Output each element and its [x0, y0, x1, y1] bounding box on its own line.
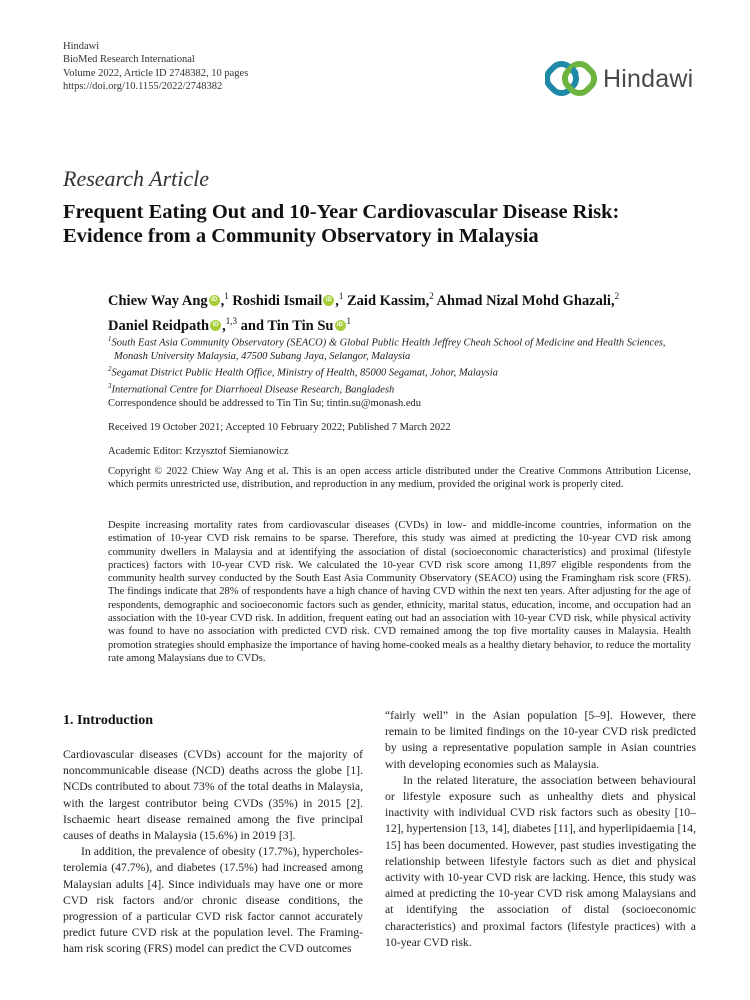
article-type: Research Article	[63, 166, 210, 191]
hindawi-rings-icon	[545, 60, 597, 98]
author-name[interactable]: Daniel Reidpath	[108, 317, 210, 334]
author-affil-ref: 2	[429, 291, 434, 301]
journal-meta	[63, 40, 248, 93]
affiliation-3: $^3$International Centre for Diarrhoeal Disease Research, Bangladesh	[108, 381, 395, 396]
abstract: Despite increasing mortality rates from cardiovascular diseases (CVDs) in low- and middle-income countries, information on the estimation of 10-year CVD risk remains to be sparse. Therefore, this study was aimed at predicting the 10-year CVD risk among community dwellers in Malaysia and at identifying the association of distal (socioeconomic characteristics) and proximal (lifestyle practices) factors with 10-year CVD risk. We calculated the 10-year CVD risk score among 11,897 eligible respondents from the community health survey conducted by the South East Asia Community Observatory (SEACO) using the Framingham risk score (FRS). The findings indicate that 28% of respondents have a high chance of having CVD within the next ten years. After adjusting for the age of respondents, demographic and socioeconomic factors such as gender, ethnicity, marital status, education, income, and occupation had an association with the 10-year CVD risk. In addition, frequent eating out had an association with 10-year CVD risk, while physical activity was found to have no association with predicted CVD risk. CVD remained among the top five mortality causes in Malaysia. Health promotion strategies should emphasize the importance of having home-cooked meals as a healthy dietary behavior, to reduce the mortality rate among Malaysians due to CVDs.	[108, 520, 691, 664]
title-line-1: Frequent Eating Out and 10-Year Cardiovascular Disease Risk:	[63, 201, 620, 223]
affiliation-1-cont: Monash University Malaysia, 47500 Subang Jaya, Selangor, Malaysia	[114, 350, 411, 362]
body-column-left	[63, 747, 363, 958]
author-affil-ref: 1	[338, 291, 344, 301]
orcid-icon[interactable]: iD	[210, 320, 221, 331]
orcid-icon[interactable]: iD	[209, 295, 220, 306]
paragraph: Cardiovascular diseases (CVDs) account for the majority of noncommunicable disease (NCD) deaths across the globe [1]. NCDs contributed to about 73% of the total deaths in Malaysia, with the largest contributor being CVDs (35%) in 2015 [2]. Ischaemic heart disease remained among the five principal causes of deaths in Malaysia (15.6%) in 2019 [3].	[63, 748, 363, 843]
author-name[interactable]: Ahmad Nizal Mohd Ghazali,	[436, 292, 615, 309]
journal-name: BioMed Research International	[63, 54, 195, 66]
doi-link[interactable]: https://doi.org/10.1155/2022/2748382	[63, 80, 223, 92]
affiliations	[108, 333, 708, 397]
section-heading-introduction: 1. Introduction	[63, 713, 153, 728]
volume-info: Volume 2022, Article ID 2748382, 10 pages	[63, 67, 249, 79]
title-line-2: Evidence from a Community Observatory in Malaysia	[63, 225, 539, 247]
hindawi-logo	[545, 60, 693, 98]
copyright-notice: Copyright © 2022 Chiew Way Ang et al. This is an open access article distributed under the Creative Commons Attribution License, which permits unrestricted use, distribution, and reproduction in any medium, provided the original work is properly cited.	[108, 466, 691, 491]
affiliation-1: $^1$South East Asia Community Observatory (SEACO) & Global Public Health Jeffrey Cheah School of Medicine and Health Sciences,	[108, 335, 666, 349]
body-column-right	[385, 708, 696, 951]
author-affil-ref: 1,3	[225, 315, 237, 326]
orcid-icon[interactable]: iD	[335, 320, 346, 331]
affiliation-2: $^2$Segamat District Public Health Office, Ministry of Health, 85000 Segamat, Johor, Malaysia	[108, 365, 498, 379]
paragraph: “fairly well” in the Asian population [5–9]. However, there remain to be limited findings on the 10-year CVD risk predicted by using a representative population sample in Asian countries with developing economies such as Malaysia.	[385, 709, 696, 771]
author-affil-ref: 2	[614, 291, 620, 301]
author-name[interactable]: Tin Tin Su	[267, 317, 334, 334]
author-name[interactable]: Roshidi Ismail	[232, 292, 323, 309]
correspondence: Correspondence should be addressed to Tin Tin Su; tintin.su@monash.edu	[108, 398, 422, 409]
paragraph: In the related literature, the association between behavioural or lifestyle exposure such as unhealthy diets and physical inactivity with individual CVD risk factors such as obesity [10–12], hypertension [13, 14], diabetes [11], and hyperlipidaemia [14, 15] has been documented. However, past studies investigating the relationship between lifestyle factors such as diet and physical activity with 10-year CVD risk are lacking. Hence, this study was aimed at predicting the 10-year CVD risk among Malaysians and at identifying the association of distal (socioeconomic characteristics) and proximal factors (lifestyle practices) with a 10-year CVD risk.	[385, 773, 696, 949]
author-affil-ref: 1	[346, 315, 351, 326]
author-name[interactable]: Chiew Way Ang	[108, 292, 208, 309]
article-title	[63, 200, 703, 248]
academic-editor: Academic Editor: Krzysztof Siemianowicz	[108, 446, 289, 457]
publication-dates: Received 19 October 2021; Accepted 10 February 2022; Published 7 March 2022	[108, 422, 451, 433]
orcid-icon[interactable]: iD	[323, 295, 334, 306]
paragraph: In addition, the prevalence of obesity (17.7%), hypercholesterolemia (47.7%), and diabetes (17.5%) had increased among Malaysian adults [4]. Since individuals may have one or more CVD risk factors and/or chronic disease conditions, the progression of a particular CVD risk factor cannot accurately predict future CVD risk at the population level. The Framingham risk scoring (FRS) model can predict the CVD outcomes	[63, 845, 363, 956]
author-list: Chiew Way Ang iD ,$^1$ Roshidi Ismail iD ,$^1$ Zaid Kassim,$^2$ Ahmad Nizal Mohd Ghazali,$^2$ Daniel Reidpath iD ,$^{1,3}$ and Tin Tin Su iD $^1$	[108, 291, 620, 334]
author-name[interactable]: Zaid Kassim,	[347, 292, 430, 309]
publisher-name: Hindawi	[63, 41, 100, 52]
hindawi-logo-text: Hindawi	[603, 64, 694, 93]
author-affil-ref: 1	[224, 291, 229, 301]
